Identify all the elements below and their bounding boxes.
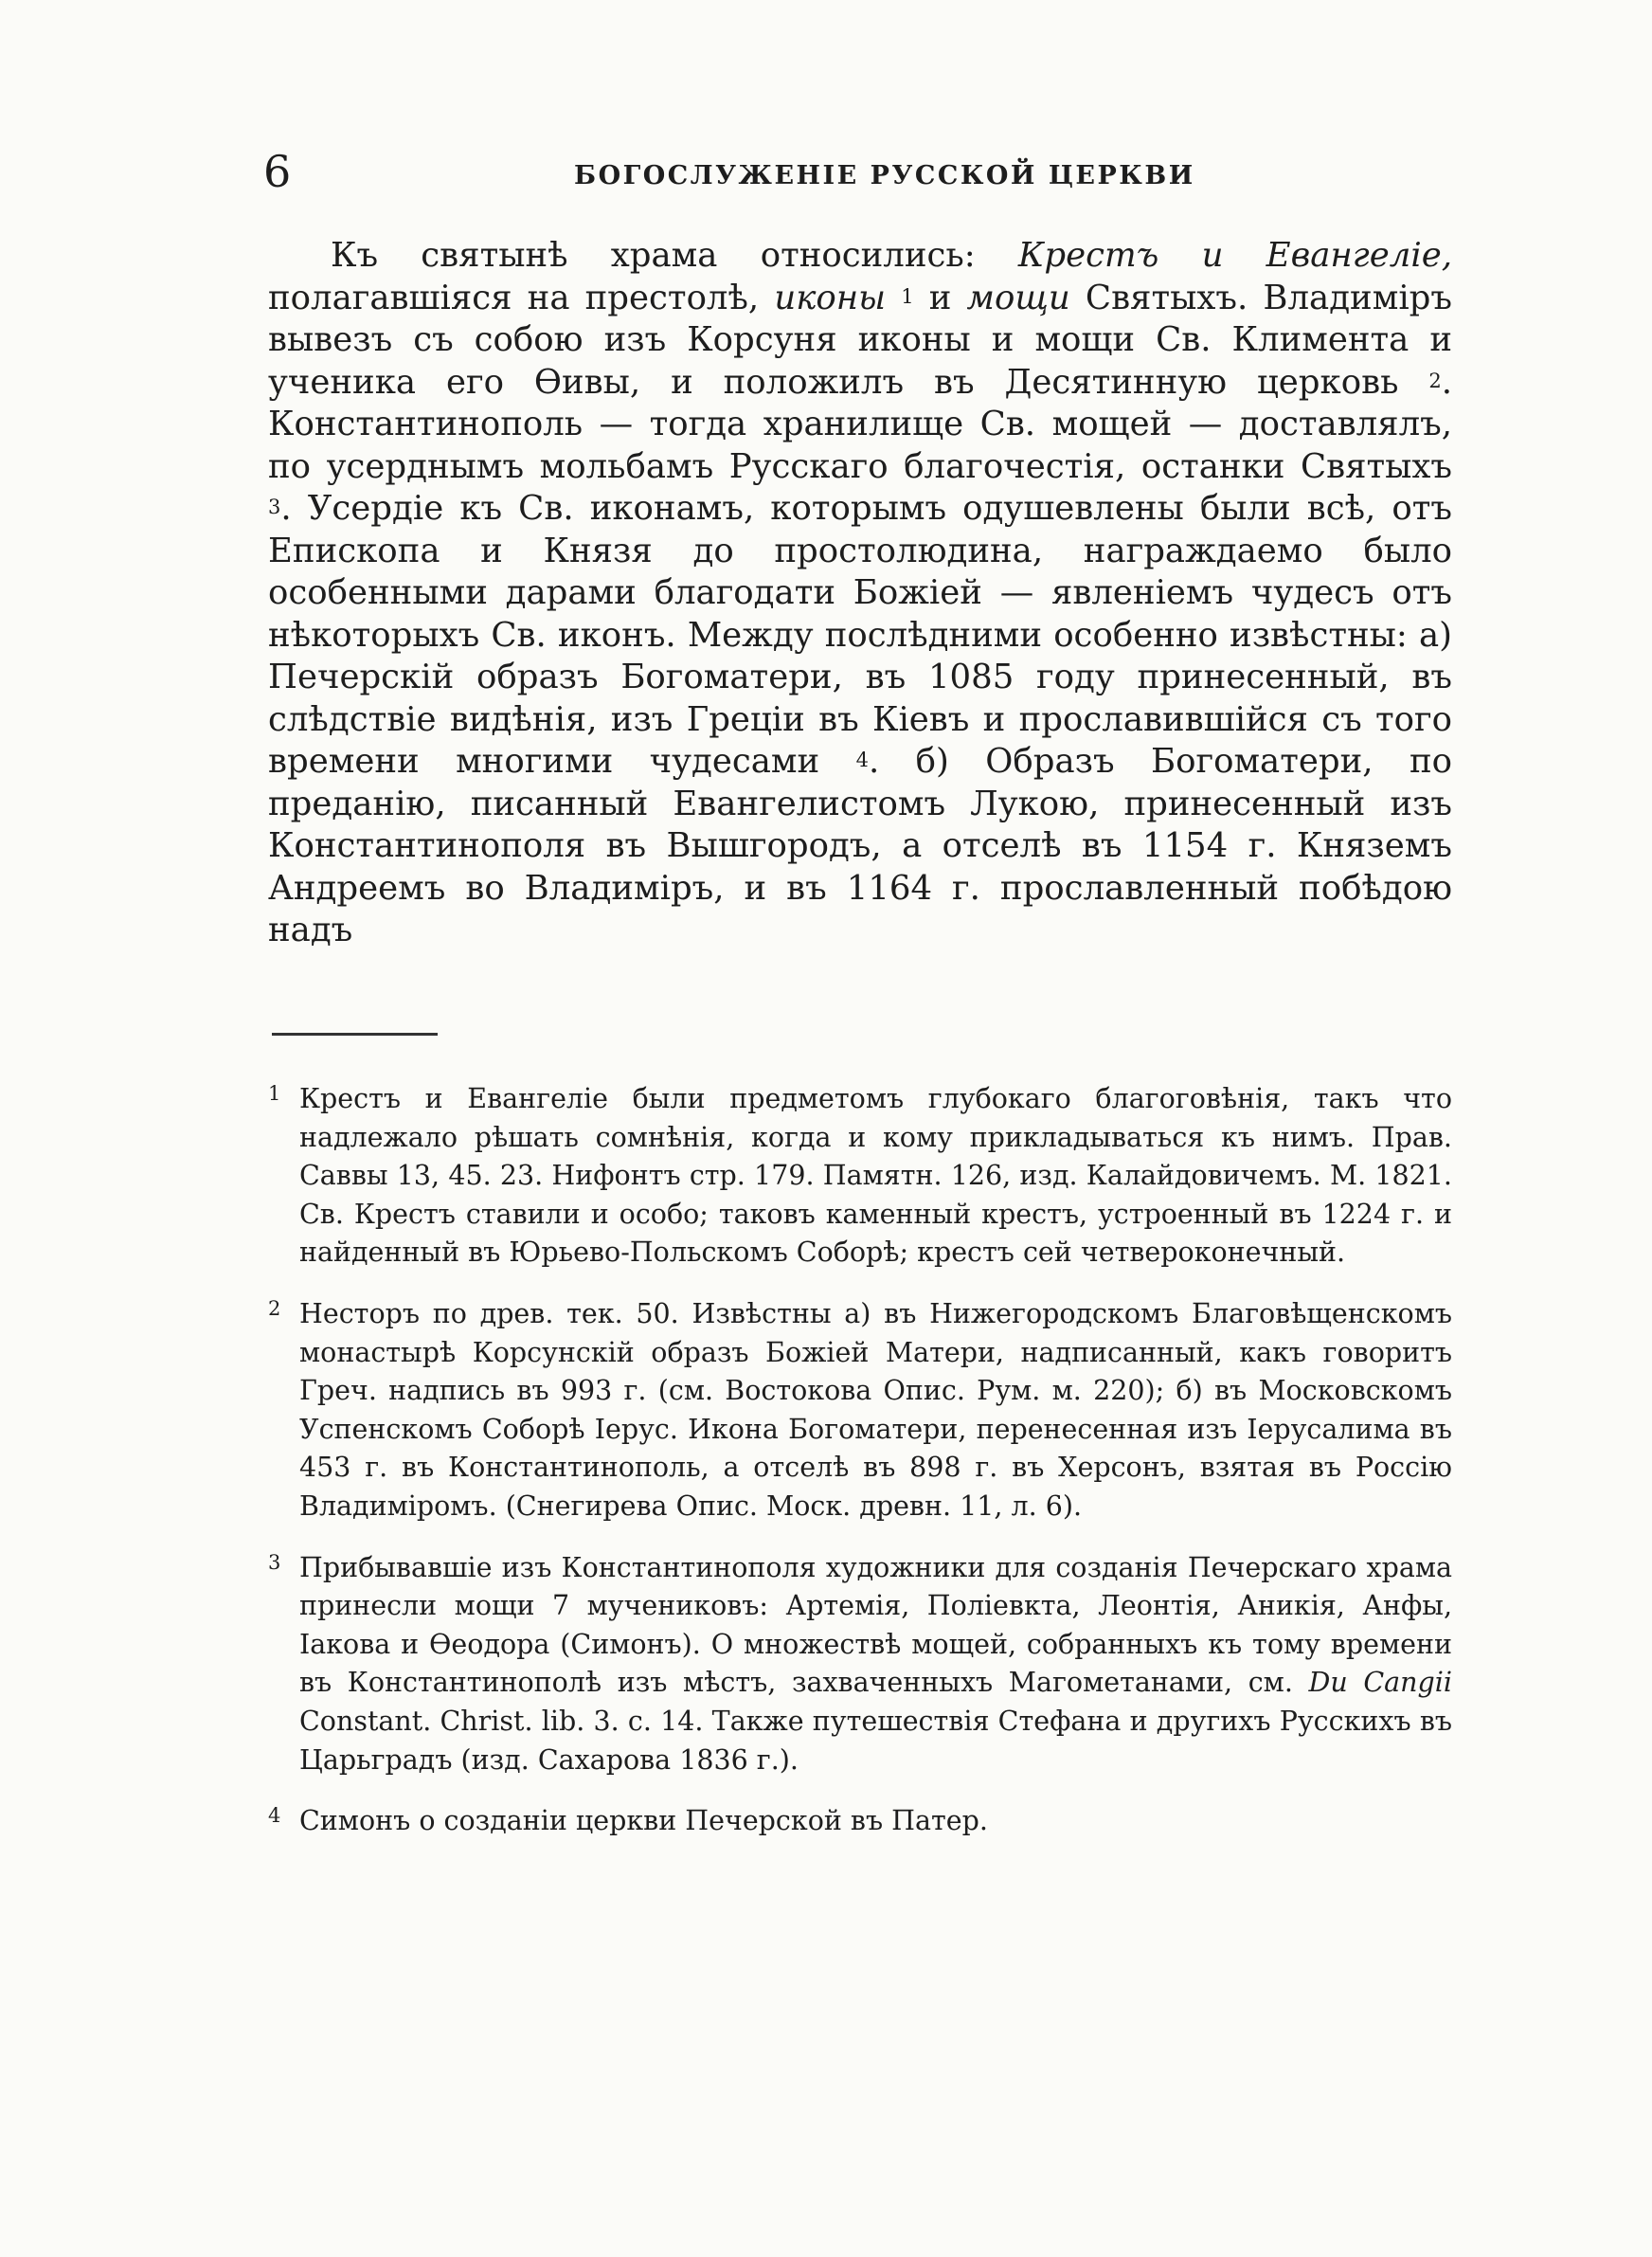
text-segment: Къ святынѣ храма относились: xyxy=(331,236,1018,275)
footnote-ref-3[interactable]: 3 xyxy=(268,496,281,518)
footnote-number: 3 xyxy=(268,1550,281,1574)
running-title: БОГОСЛУЖЕНІЕ РУССКОЙ ЦЕРКВИ xyxy=(574,161,1195,190)
italic-text: Du Cangii xyxy=(1308,1667,1452,1699)
footnote-text: Несторъ по древ. тек. 50. Извѣстны а) въ Нижегородскомъ Благовѣщенскомъ монастырѣ Корсунскій образъ Божіей Матери, надписанный, какъ говоритъ Греч. надпись въ 993 г. (см. Востокова Опис. Рум. м. 220); б) въ Московскомъ Успенскомъ Соборѣ Іерус. Икона Богоматери, перенесенная изъ Іерусалима въ 453 г. въ Константинополь, а отселѣ въ 898 г. въ Херсонъ, взятая въ Россію Владиміромъ. (Снегирева Опис. Моск. древн. 11, л. 6). xyxy=(299,1297,1452,1522)
footnote-ref-4[interactable]: 4 xyxy=(855,749,869,771)
footnote-text: Симонъ о созданіи церкви Печерской въ Патер. xyxy=(299,1805,988,1837)
footnote-text: Крестъ и Евангеліе были предметомъ глубокаго благоговѣнія, такъ что надлежало рѣшать сомнѣнія, когда и кому прикладываться къ нимъ. Прав. Саввы 13, 45. 23. Нифонтъ стр. 179. Памятн. 126, изд. Калайдовичемъ. М. 1821. Св. Крестъ ставили и особо; таковъ каменный крестъ, устроенный въ 1224 г. и найденный въ Юрьево-Польскомъ Соборѣ; крестъ сей четвероконечный. xyxy=(299,1083,1452,1269)
main-paragraph xyxy=(268,235,1452,952)
page-number: 6 xyxy=(263,146,292,197)
footnote-divider xyxy=(272,1033,438,1036)
footnote-text xyxy=(299,1549,1452,1780)
italic-text: иконы xyxy=(774,278,887,317)
main-text xyxy=(268,235,1452,952)
footnote-4 xyxy=(268,1802,1452,1841)
footnote-ref-1[interactable]: 1 xyxy=(901,284,914,308)
text-segment: Constant. Christ. lib. 3. c. 14. Также путешествія Стефана и другихъ Русскихъ въ Царьградъ (изд. Сахарова 1836 г.). xyxy=(299,1705,1452,1776)
text-segment: . б) Образъ Богоматери, по преданію, писанный Евангелистомъ Лукою, принесенный изъ Константинополя въ Вышгородъ, а отселѣ въ 1154 г. Княземъ Андреемъ во Владиміръ, и въ 1164 г. прославленный побѣдою надъ xyxy=(268,742,1452,949)
footnote-number: 1 xyxy=(268,1082,281,1105)
footnote-2 xyxy=(268,1295,1452,1526)
text-segment: полагавшіяся на престолѣ, xyxy=(268,278,775,317)
footnote-1 xyxy=(268,1080,1452,1273)
italic-text: Крестъ и Евангеліе, xyxy=(1017,236,1453,275)
footnote-3 xyxy=(268,1549,1452,1780)
text-segment: . Усердіе къ Св. иконамъ, которымъ одушевлены были всѣ, отъ Епископа и Князя до простолюдина, награждаемо было особенными дарами благодати Божіей — явленіемъ чудесъ отъ нѣкоторыхъ Св. иконъ. Между послѣдними особенно извѣстны: а) Печерскій образъ Богоматери, въ 1085 году принесенный, въ слѣдствіе видѣнія, изъ Греціи въ Кіевъ и прославившійся съ того времени многими чудесами xyxy=(268,489,1452,781)
text-segment: и xyxy=(913,278,967,317)
footnote-ref-2[interactable]: 2 xyxy=(1428,369,1442,392)
footnotes xyxy=(268,1080,1452,1864)
footnote-number: 2 xyxy=(268,1296,281,1320)
footnote-number: 4 xyxy=(268,1804,281,1828)
italic-text: мощи xyxy=(966,278,1070,317)
text-segment: Прибывавшіе изъ Константинополя художники для созданія Печерскаго храма принесли мощи 7 мучениковъ: Артемія, Поліевкта, Леонтія, Аникія, Анфы, Іакова и Ѳеодора (Симонъ). О множествѣ мощей, собранныхъ къ тому времени въ Константинополѣ изъ мѣстъ, захваченныхъ Магометанами, см. xyxy=(299,1551,1452,1699)
text-segment: Святыхъ. Владиміръ вывезъ съ собою изъ Корсуня иконы и мощи Св. Климента и ученика его Ѳивы, и положилъ въ Десятинную церковь xyxy=(268,278,1452,402)
text-segment: . Константинополь — тогда хранилище Св. мощей — доставлялъ, по усерднымъ мольбамъ Русскаго благочестія, останки Святыхъ xyxy=(268,362,1452,486)
